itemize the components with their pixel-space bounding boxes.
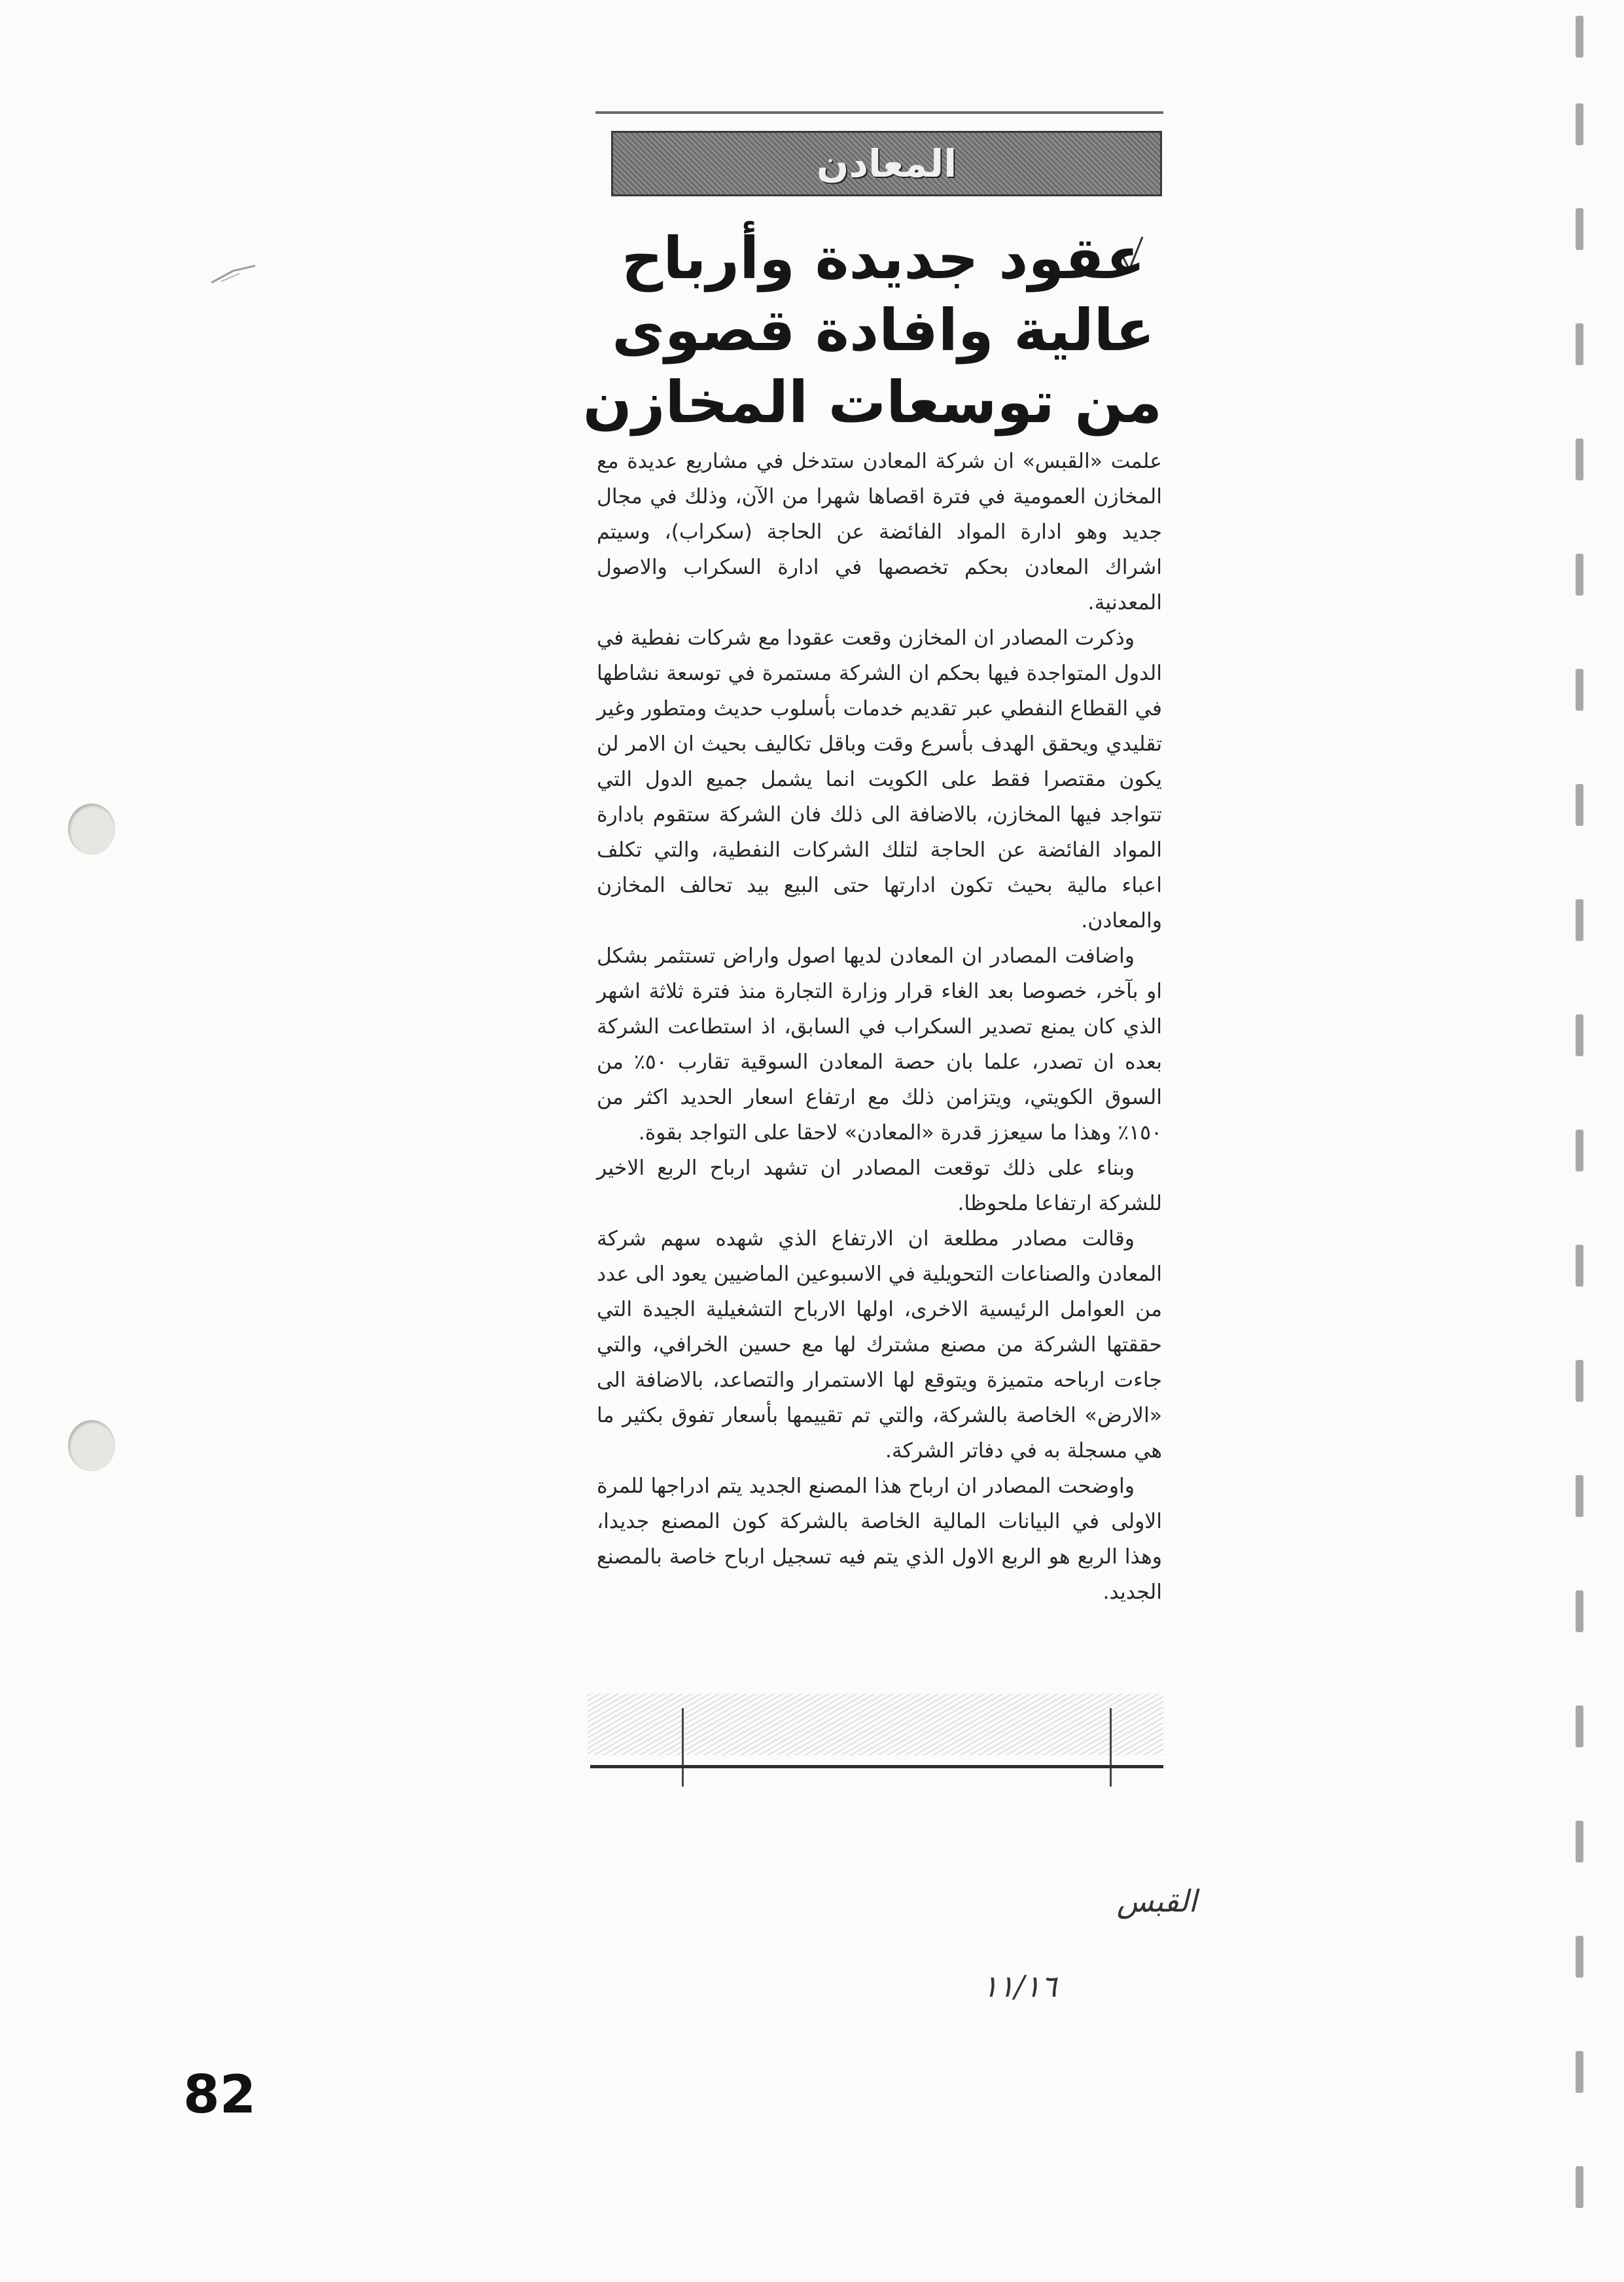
binder-tab [1576,1705,1583,1747]
headline [582,223,1162,438]
clipping-top-rule [595,111,1163,114]
article-paragraph: علمت «القبس» ان شركة المعادن ستدخل في مشاريع عديدة مع المخازن العمومية في فترة اقصاها شهرا من الآن، وذلك في مجال جديد وهو ادارة المواد الفائضة عن الحاجة (سكراب)، وسيتم اشراك المعادن بحكم تخصصها في ادارة السكراب والاصول المعدنية. [597,450,1162,615]
handwritten-date: ١١/١٦ [981,1969,1057,2004]
binder-tab [1576,1014,1583,1056]
punch-hole [68,804,115,855]
crop-mark [1110,1708,1112,1787]
clipping-bottom-rule [590,1765,1163,1768]
binder-tab [1576,1821,1583,1863]
binder-tab [1576,1936,1583,1978]
binder-tab [1576,1130,1583,1171]
headline-line: عالية وافادة قصوى [612,296,1155,364]
headline-line: من توسعات المخازن [582,368,1162,436]
binder-tab [1576,1245,1583,1287]
article-paragraph: واوضحت المصادر ان ارباح هذا المصنع الجديد يتم ادراجها للمرة الاولى في البيانات المالية الخاصة بالشركة كون المصنع جديدا، وهذا الربع هو الربع الاول الذي يتم فيه تسجيل ارباح خاصة بالمصنع الجديد. [597,1474,1162,1604]
headline-line: عقود جديدة وأرباح [621,224,1146,292]
binder-tab [1576,1360,1583,1402]
scan-smudge [208,262,260,288]
binder-tab [1576,1475,1583,1517]
binder-tabs [1576,0,1602,2282]
article-paragraph: وذكرت المصادر ان المخازن وقعت عقودا مع شركات نفطية في الدول المتواجدة فيها بحكم ان الشركة مستمرة في توسعة نشاطها في القطاع النفطي عبر تقديم خدمات بأسلوب حديث ومتطور وغير تقليدي ويحقق الهدف بأسرع وقت وباقل تكاليف بحيث ان الامر لن يكون مقتصرا فقط على الكويت انما يشمل جميع الدول التي تتواجد فيها المخازن، بالاضافة الى ذلك فان الشركة ستقوم بادارة المواد الفائضة عن الحاجة لتلك الشركات النفطية، والتي تكلف اعباء مالية بحيث تكون ادارتها حتى البيع بيد تحالف المخازن والمعادن. [597,626,1162,933]
page-number: 82 [183,2064,256,2125]
scan-shading [588,1694,1163,1755]
article-paragraph: وقالت مصادر مطلعة ان الارتفاع الذي شهده سهم شركة المعادن والصناعات التحويلية في الاسبوعين الماضيين يعود الى عدد من العوامل الرئيسية الاخرى، اولها الارباح التشغيلية الجيدة التي حققتها الشركة من مصنع مشترك لها مع حسين الخرافي، والتي جاءت ارباحه متميزة ويتوقع لها الاستمرار والتصاعد، بالاضافة الى «الارض» الخاصة بالشركة، والتي تم تقييمها بأسعار تفوق بكثير ما هي مسجلة به في دفاتر الشركة. [597,1227,1162,1463]
binder-tab [1576,669,1583,711]
binder-tab [1576,208,1583,250]
binder-tab [1576,2051,1583,2093]
binder-tab [1576,899,1583,941]
binder-tab [1576,1590,1583,1632]
binder-tab [1576,784,1583,826]
section-banner [611,131,1162,196]
handwritten-source: القبس [1116,1883,1197,1919]
article-body [597,444,1162,1610]
punch-hole [68,1420,115,1471]
crop-mark [682,1708,684,1787]
binder-tab [1576,2166,1583,2208]
newspaper-clipping [582,111,1167,1793]
binder-tab [1576,554,1583,596]
binder-tab [1576,16,1583,58]
binder-tab [1576,323,1583,365]
binder-tab [1576,438,1583,480]
article-paragraph: وبناء على ذلك توقعت المصادر ان تشهد ارباح الربع الاخير للشركة ارتفاعا ملحوظا. [597,1156,1162,1215]
article-paragraph: واضافت المصادر ان المعادن لديها اصول واراض تستثمر بشكل او بآخر، خصوصا بعد الغاء قرار وزارة التجارة منذ فترة ثلاثة اشهر الذي كان يمنع تصدير السكراب في السابق، اذ استطاعت الشركة بعده ان تصدر، علما بان حصة المعادن السوقية تقارب ٥٠٪ من السوق الكويتي، ويتزامن ذلك مع ارتفاع اسعار الحديد اكثر من ١٥٠٪ وهذا ما سيعزز قدرة «المعادن» لاحقا على التواجد بقوة. [597,944,1162,1145]
section-label: المعادن [816,141,957,186]
binder-tab [1576,103,1583,145]
